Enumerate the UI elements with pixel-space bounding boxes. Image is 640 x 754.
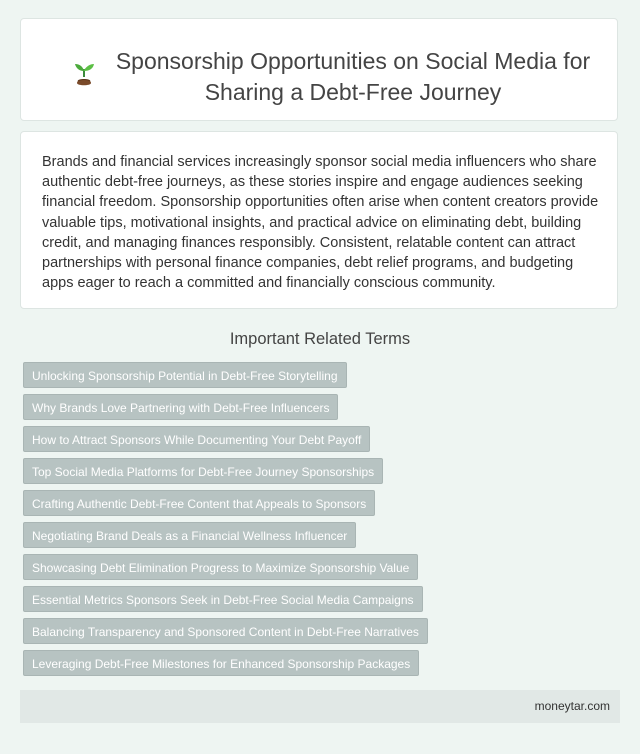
site-name[interactable]: moneytar.com (534, 699, 610, 713)
related-terms-list (23, 362, 428, 682)
related-term-link[interactable]: Essential Metrics Sponsors Seek in Debt-Free Social Media Campaigns (23, 586, 423, 612)
page-title: Sponsorship Opportunities on Social Media for Sharing a Debt-Free Journey (115, 48, 591, 105)
related-term-link[interactable]: Leveraging Debt-Free Milestones for Enhanced Sponsorship Packages (23, 650, 419, 676)
intro-card (20, 131, 618, 309)
related-terms-heading: Important Related Terms (229, 330, 411, 348)
related-term-link[interactable]: Balancing Transparency and Sponsored Content in Debt-Free Narratives (23, 618, 428, 644)
related-term-link[interactable]: Why Brands Love Partnering with Debt-Free Influencers (23, 394, 338, 420)
related-term-link[interactable]: Unlocking Sponsorship Potential in Debt-Free Storytelling (23, 362, 347, 388)
related-term-link[interactable]: Top Social Media Platforms for Debt-Free Journey Sponsorships (23, 458, 383, 484)
related-term-link[interactable]: Negotiating Brand Deals as a Financial Wellness Influencer (23, 522, 356, 548)
footer-bar (20, 690, 620, 723)
related-term-link[interactable]: How to Attract Sponsors While Documenting Your Debt Payoff (23, 426, 370, 452)
seedling-icon (73, 61, 95, 89)
related-term-link[interactable]: Showcasing Debt Elimination Progress to Maximize Sponsorship Value (23, 554, 418, 580)
related-term-link[interactable]: Crafting Authentic Debt-Free Content that Appeals to Sponsors (23, 490, 375, 516)
header-card (20, 18, 618, 121)
intro-paragraph: Brands and financial services increasingly sponsor social media influencers who share authentic debt-free journeys, as these stories inspire and engage audiences seeking financial freedom. Sponsorship opportunities often arise when content creators provide valuable tips, motivational insights, and practical advice on eliminating debt, building credit, and managing finances responsibly. Consistent, relatable content can attract partnerships with personal finance companies, debt relief programs, and budgeting apps eager to reach a committed and financially conscious community. (42, 154, 599, 292)
